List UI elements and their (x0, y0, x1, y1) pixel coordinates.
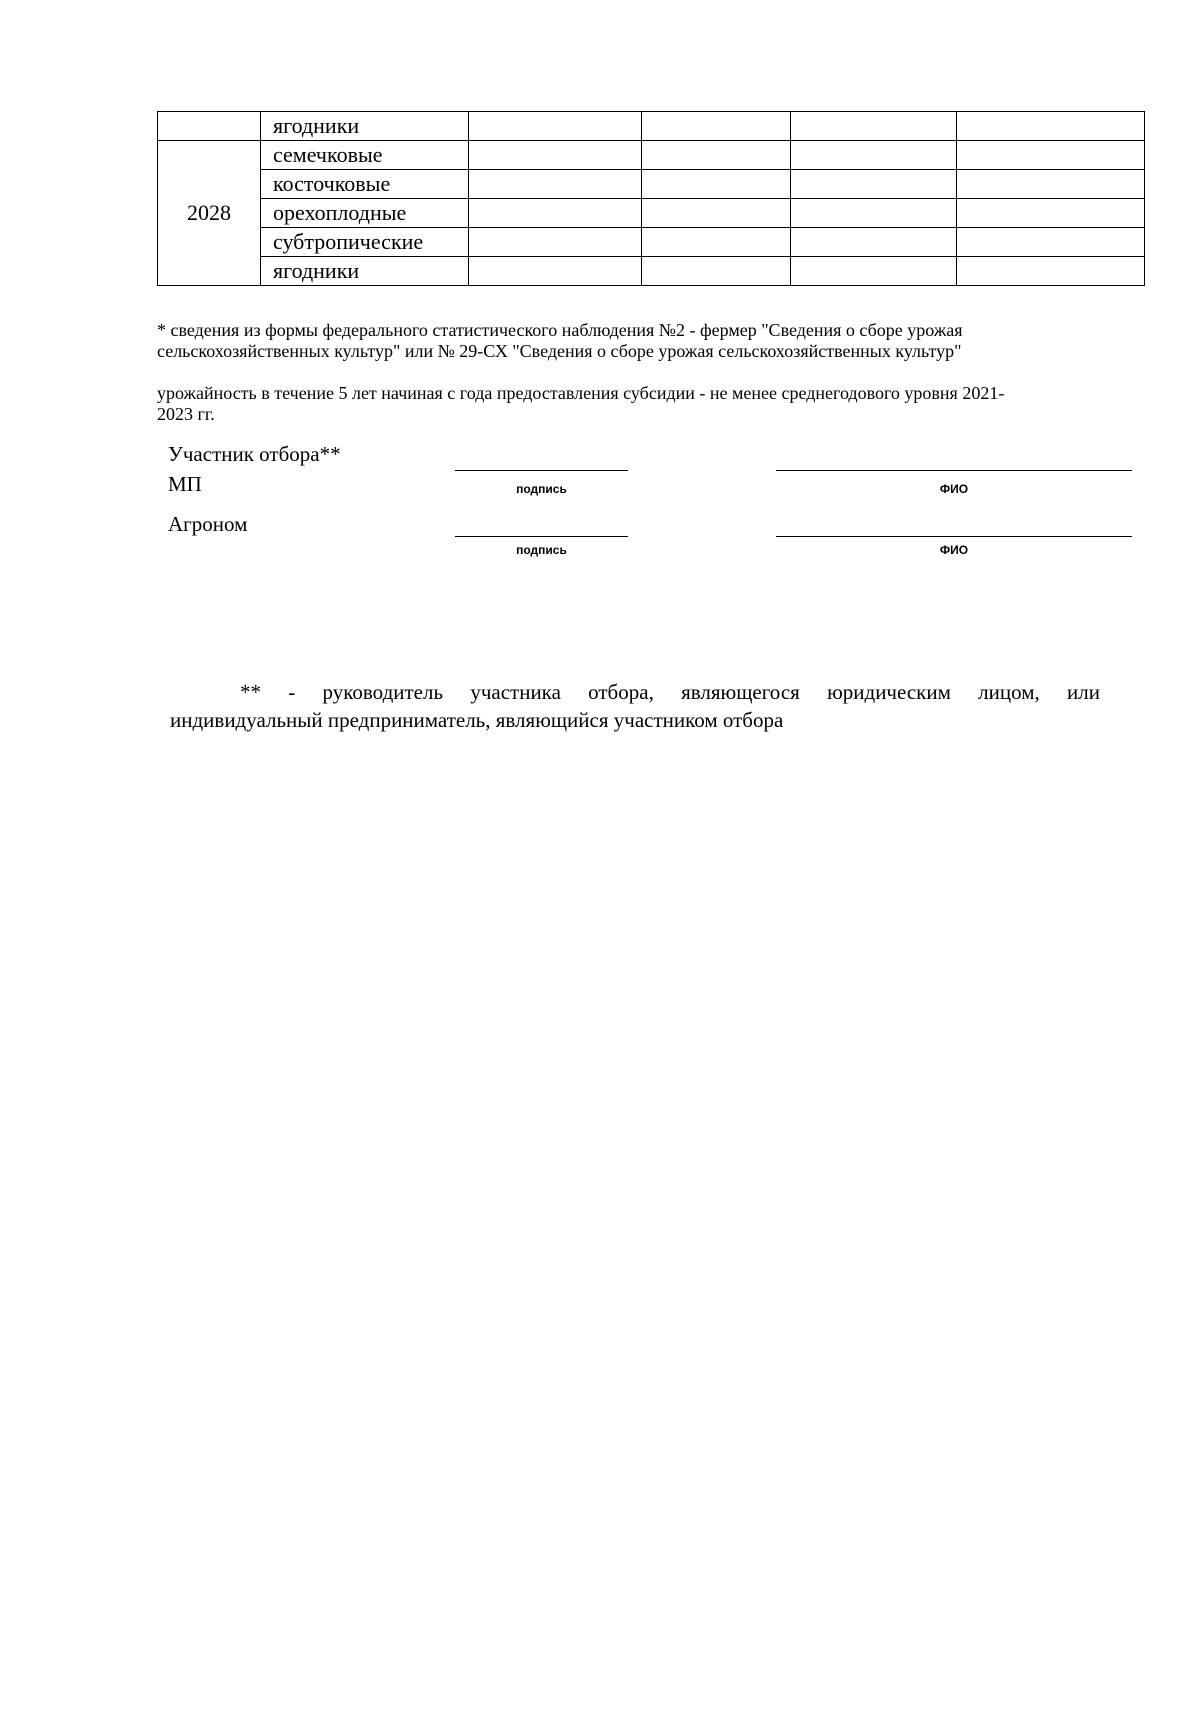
crop-name-cell: субтропические (261, 228, 469, 257)
year-cell-empty (158, 112, 261, 141)
agronomist-name-line (776, 536, 1132, 537)
value-cell (642, 170, 791, 199)
bottom-note (170, 678, 1100, 734)
table-row (158, 112, 1145, 141)
value-cell (791, 112, 957, 141)
value-cell (469, 112, 642, 141)
crop-name-cell: орехоплодные (261, 199, 469, 228)
name-caption: ФИО (939, 482, 969, 496)
value-cell (957, 257, 1145, 286)
stamp-label: МП (168, 472, 202, 496)
value-cell (642, 257, 791, 286)
name-caption: ФИО (939, 543, 969, 557)
yield-note-line: 2023 гг. (157, 404, 215, 424)
value-cell (791, 170, 957, 199)
crop-name-cell: ягодники (261, 257, 469, 286)
yield-note-line: урожайность в течение 5 лет начиная с года предоставления субсидии - не менее среднегодового уровня 2021- (157, 383, 1005, 403)
signature-caption: подпись (516, 482, 567, 496)
crop-yield-table (157, 111, 1145, 286)
value-cell (791, 199, 957, 228)
participant-signature-line (455, 470, 628, 471)
value-cell (957, 199, 1145, 228)
value-cell (957, 170, 1145, 199)
footnote-line: * сведения из формы федерального статистического наблюдения №2 - фермер "Сведения о сборе урожая (157, 320, 963, 340)
value-cell (957, 141, 1145, 170)
value-cell (642, 112, 791, 141)
yield-note (157, 383, 1117, 425)
table-row (158, 257, 1145, 286)
crop-name-cell: косточковые (261, 170, 469, 199)
value-cell (469, 170, 642, 199)
agronomist-label: Агроном (168, 512, 248, 536)
agronomist-signature-line (455, 536, 628, 537)
value-cell (642, 141, 791, 170)
signature-caption: подпись (516, 543, 567, 557)
crop-name-cell: семечковые (261, 141, 469, 170)
participant-label: Участник отбора** (168, 442, 341, 466)
value-cell (469, 228, 642, 257)
value-cell (469, 141, 642, 170)
value-cell (469, 257, 642, 286)
table-row (158, 141, 1145, 170)
year-cell: 2028 (158, 141, 261, 286)
value-cell (791, 257, 957, 286)
value-cell (642, 199, 791, 228)
value-cell (791, 228, 957, 257)
footnote (157, 320, 1117, 362)
value-cell (642, 228, 791, 257)
table-row (158, 199, 1145, 228)
table-row (158, 228, 1145, 257)
value-cell (469, 199, 642, 228)
footnote-line: сельскохозяйственных культур" или № 29-СХ "Сведения о сборе урожая сельскохозяйственных культур" (157, 341, 962, 361)
bottom-note-line: ** - руководитель участника отбора, являющегося юридическим лицом, или (240, 680, 1100, 704)
participant-name-line (776, 470, 1132, 471)
value-cell (791, 141, 957, 170)
crop-name-cell: ягодники (261, 112, 469, 141)
value-cell (957, 112, 1145, 141)
table-row (158, 170, 1145, 199)
value-cell (957, 228, 1145, 257)
bottom-note-line: индивидуальный предприниматель, являющийся участником отбора (170, 708, 784, 732)
